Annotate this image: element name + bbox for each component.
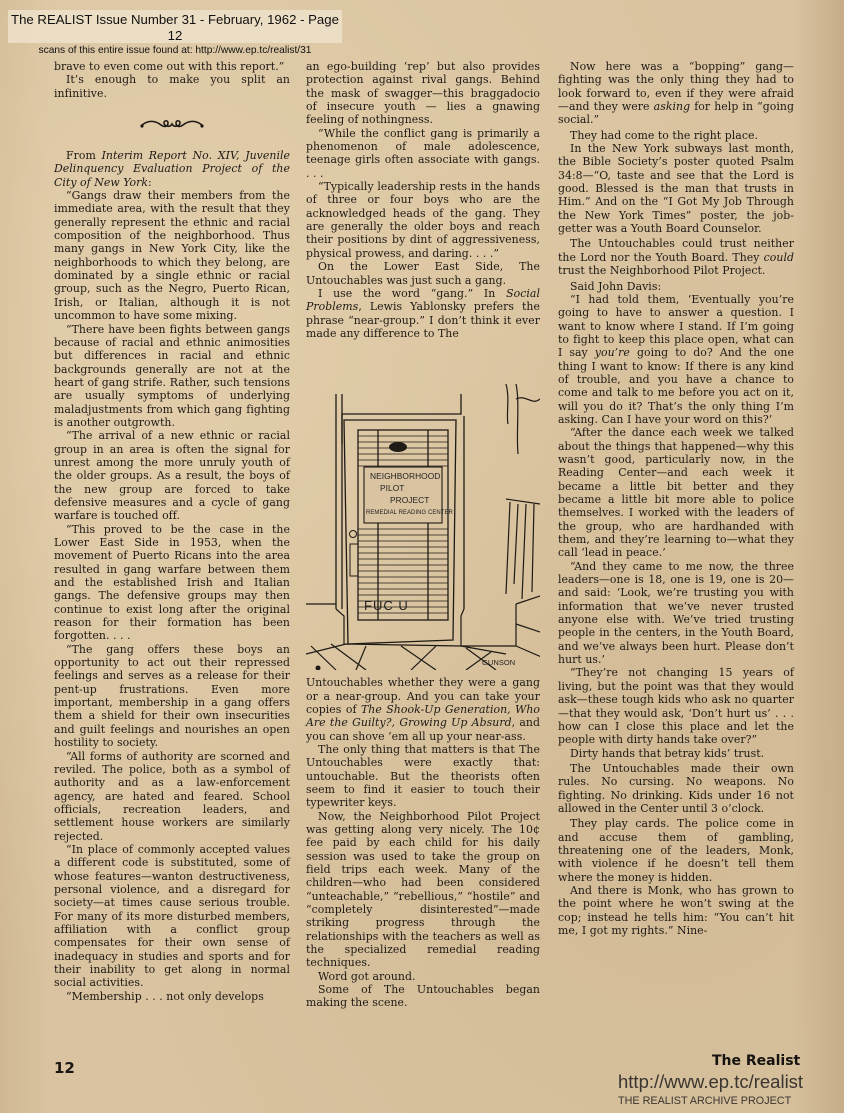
paragraph: Word got around. [318,969,416,983]
paragraph: It’s enough to make you split an infinitive. [54,73,290,100]
paragraph: And there is Monk, who has grown to the point where he won’t swing at the cop; instead he tells him: “You can’t hit me, I got my rights.” Nine- [558,883,794,937]
footer-archive-label: THE REALIST ARCHIVE PROJECT [618,1095,792,1107]
paragraph: “In place of commonly accepted values a different code is substituted, some of whose features—wanton destructiveness, personal violence, and a disregard for society—at times cause serious trouble. For many of its more disturbed members, affiliation with a conflict group compensates for their own sense of inadequacy in studies and sports and for their inability to get along in normal social activities. [54,842,290,990]
banner-subtitle: scans of this entire issue found at: http://www.ep.tc/realist/31 [38,45,312,56]
paragraph: “Gangs draw their members from the immediate area, with the result that they generally represent the ethnic and racial composition of the neighborhood. Thus many gangs in New York City, like the neighborhoods to which they belong, are dominated by a single ethnic or racial group, such as the Negro, Puerto Rican, Irish, or Italian, although it is not uncommon to have some mixing. [54,189,290,323]
paragraph: “The gang offers these boys an opportunity to act out their repressed feelings and serves as a release for their pent-up frustrations. Even more important, membership in a gang offers them a shield for their own insecurities and guilt feelings and nourishes an open hostility to society. [54,642,290,750]
paragraph: “All forms of authority are scorned and reviled. The police, both as a symbol of authority and as a law-enforcement agency, are hated and feared. School officials, recreation leaders, and settlement house workers are similarly rejected. [54,749,290,843]
sign-line: NEIGHBORHOOD [370,471,441,482]
footer-brand: The Realist [712,1053,801,1069]
paragraph: Said John Davis: [570,279,662,293]
cartoon-illustration [306,354,540,670]
paragraph: Some of The Untouchables began making the scene. [306,983,540,1010]
banner-title: The REALIST Issue Number 31 - February, 1962 - Page 12 [11,12,339,43]
paragraph: The Untouchables made their own rules. No cursing. No weapons. No fighting. No drinking. Kids under 16 not allowed in the Center until 3 o’clock. [558,761,794,815]
paragraph: “I had told them, ‘Eventually you’re going to have to answer a question. I want to know where I stand. If I’m going to fight to keep this place open, what can I say you’re going to do? And the one thing I want to know: If there is any kind of trouble, and you have a chance to come and talk to me before you act on it, will you do it? That’s the only thing I’m asking. Can I have your word on this?’ [558,292,794,426]
ornament-divider-icon [54,117,290,133]
paragraph: an ego-building ‘rep’ but also provides protection against rival gangs. Behind the mask of swagger—this braggadocio of insecure youth — lies a gnawing feeling of nothingness. [306,60,540,127]
paragraph: Now here was a “bopping” gang—fighting was the only thing they had to look forward to, even if they were afraid—and they were asking for help in “going social.” [558,60,794,127]
paragraph: The Untouchables could trust neither the Lord nor the Youth Board. They could trust the Neighborhood Pilot Project. [558,237,794,278]
column-right [558,60,794,937]
sign-line: PILOT [380,483,405,494]
paragraph: “They’re not changing 15 years of living, but the point was that they would ask—these tough kids who ask no quarter—that they would ask, ‘Don’t hurt us’ . . . how can I close this place and let the people with dirty hands take over?” [558,666,794,747]
paragraph: Dirty hands that betray kids’ trust. [570,746,765,760]
report-title: Interim Report No. XIV, Juvenile Delinquency Evaluation Project of the City of New York [54,149,291,189]
paragraph: From Interim Report No. XIV, Juvenile Delinquency Evaluation Project of the City of New York: [54,149,291,189]
archive-banner [8,10,342,56]
paragraph: The only thing that matters is that The Untouchables were exactly that: untouchable. But the theorists often seem to find it easier to touch their typewriter keys. [306,742,540,810]
paragraph: “While the conflict gang is primarily a phenomenon of male adolescence, teenage girls often associate with gangs. . . . [306,126,540,180]
paragraph: brave to even come out with this report.” [54,60,285,73]
paragraph: In the New York subways last month, the Bible Society’s poster quoted Psalm 34:8—“O, taste and see that the Lord is good. Blessed is the man that trusts in Him.” And on the “I Got My Job Through the New York Times” poster, the job-getter was a Youth Board Counselor. [558,142,794,236]
paragraph: “After the dance each week we talked about the things that happened—why this wasn’t good, particularly now, in the Reading Center—and each week it became a little bit better and they became a little bit more able to police themselves. I worked with the leaders of the group, who are hardhanded with them, and they’re learning to—what they call ‘lead in peace.’ [558,426,794,560]
artist-signature: GUNSON [482,658,516,668]
paragraph: I use the word “gang.” In Social Problems, Lewis Yablonsky prefers the phrase “near-group.” I don’t think it ever made any difference to The [306,286,540,340]
paragraph: “There have been fights between gangs because of racial and ethnic animosities but differences in racial and ethnic backgrounds generally are not at the heart of gang strife. Rather, such tensions are usually symptoms of underlying maladjustments from which gang fighting is another outgrowth. [54,322,290,429]
paragraph: “Membership . . . not only develops [66,989,264,1003]
paragraph: They had come to the right place. [570,128,758,142]
paragraph: “Typically leadership rests in the hands of three or four boys who are the acknowledged heads of the gang. They are generally the older boys and reach their positions by dint of aggressiveness, physical prowess, and daring. . . .” [306,180,540,260]
book-titles: The Shook-Up Generation, Who Are the Guilty?, Growing Up Absurd [306,702,541,730]
paragraph: “The arrival of a new ethnic or racial group in an area is often the signal for unrest among the more unruly youth of the older groups. As a result, the boys of the new group are forced to take defensive measures and a cycle of gang warfare is touched off. [54,429,290,523]
paragraph: “And they came to me now, the three leaders—one is 18, one is 19, one is 20—and said: ‘Look, we’re trusting you with information that we’ve never trusted anyone else with. We’ve tried trusting people in the centers, in the Youth Board, and we’ve always been hurt. Please don’t hurt us.’ [558,559,794,667]
column-middle [306,60,540,1010]
paragraph: On the Lower East Side, The Untouchables was just such a gang. [306,260,540,287]
column-left [54,60,290,1003]
paragraph: “This proved to be the case in the Lower East Side in 1953, when the movement of Puerto Ricans into the area resulted in gang warfare between them and the established Irish and Italian gangs. The defensive groups may then continue to exist long after the original reason for their formation has been forgotten. . . . [54,522,290,643]
graffiti-text: FUC U [364,598,409,614]
footer-url-link[interactable]: http://www.ep.tc/realist [618,1071,804,1092]
paragraph: Now, the Neighborhood Pilot Project was getting along very nicely. The 10¢ fee paid by each child for his daily session was used to take the group on field trips each week. Many of the children—who had been considered “unteachable,” “rebellious,” “hostile” and “completely disinterested”—made striking progress through the relationships with the teachers as well as the specialized remedial reading techniques. [306,809,540,970]
sign-line: PROJECT [390,495,430,506]
page-number: 12 [54,1059,75,1077]
paragraph: They play cards. The police come in and accuse them of gambling, threatening one of the leaders, Monk, with violence if he doesn’t tell them where the money is hidden. [558,817,794,884]
sign-line: REMEDIAL READING CENTER [366,510,453,517]
paragraph: Untouchables whether they were a gang or a near-group. And you can take your copies of The Shook-Up Generation, Who Are the Guilty?, Growing Up Absurd, and you can shove ’em all up your near-ass. [306,676,541,743]
